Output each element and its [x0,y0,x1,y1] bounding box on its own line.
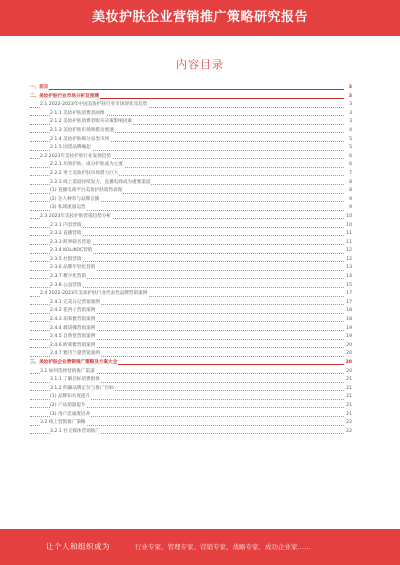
toc-entry-title: (3) 用户忠诚度培养 [50,411,91,420]
toc-page-number: 7 [344,170,352,179]
toc-heading: 内容目录 [176,58,224,71]
toc-entry[interactable] [30,239,352,248]
toc-entry-title: 2.4.4 薇诺娜营销案例 [50,325,96,334]
toc-page-number: 19 [344,325,352,334]
toc-page-number: 5 [344,136,352,145]
toc-page-number: 3 [344,93,352,102]
footer-slogan: 让个人和组织成为 [46,542,110,551]
toc-entry[interactable] [30,402,352,411]
toc-page-number: 18 [344,307,352,316]
toc-page-number: 18 [344,316,352,325]
toc-entry-title: 2.3.4 KOL/KOC营销 [50,247,93,256]
toc-entry-title: 2.3.6 品牌年轻化营销 [50,264,96,273]
toc-page-number: 20 [344,368,352,377]
toc-entry[interactable] [30,385,352,394]
toc-page-number: 12 [344,247,352,256]
toc-page-number: 17 [344,299,352,308]
toc-entry-title: 3.2.1 社交媒体营销推广 [50,428,101,437]
toc-entry[interactable] [30,264,352,273]
toc-page-number: 20 [344,359,352,368]
toc-entry-title: 2.1.5 国货品牌崛起 [50,144,92,153]
toc-entry[interactable] [30,419,352,428]
toc-page-number: 21 [344,411,352,420]
toc-entry-title: 2.2.2 男士美妆护肤市场潜力巨大 [50,170,119,179]
toc-entry[interactable] [30,350,352,359]
toc-entry-title: 3.1.2 明确品牌定位与推广目标 [50,385,115,394]
toc-entry[interactable] [30,230,352,239]
report-title: 美妆护肤企业营销推广策略研究报告 [91,10,308,25]
toc-entry[interactable] [30,290,352,299]
toc-entry-title: (2) 产品销量提升 [50,402,87,411]
toc-page-number: 22 [344,419,352,428]
toc-entry[interactable] [30,359,352,368]
toc-entry[interactable] [30,136,352,145]
toc-page-number: 22 [344,428,352,437]
toc-entry[interactable] [30,333,352,342]
toc-page-number: 20 [344,342,352,351]
toc-page-number: 6 [344,153,352,162]
toc-entry-title: 2.3.1 内容营销 [50,222,83,231]
toc-entry[interactable] [30,204,352,213]
footer-tagline: 行业专家、管理专家、营销专家、战略专家、成功企业家…… [135,543,311,551]
toc-entry[interactable] [30,393,352,402]
toc-entry[interactable] [30,170,352,179]
toc-entry[interactable] [30,299,352,308]
toc-entry-title: (1) 品牌知名度提升 [50,393,91,402]
toc-entry-title: 2.1.2 美妆护肤消费者购买决策影响因素 [50,118,133,127]
toc-entry-title: 2.4.7 雅诗兰黛营销案例 [50,350,101,359]
toc-entry-title: 二、美妆护肤行业市场分析及预测 [30,93,100,102]
toc-page-number: 6 [344,161,352,170]
toc-entry-title: (3) 私域流量运营 [50,204,87,213]
toc-entry[interactable] [30,307,352,316]
toc-page-number: 3 [344,110,352,119]
toc-entry[interactable] [30,187,352,196]
toc-page-number: 20 [344,350,352,359]
toc-entry[interactable] [30,256,352,265]
toc-entry[interactable] [30,118,352,127]
toc-entry[interactable] [30,110,352,119]
toc-entry-title: 2.4.6 欧莱雅营销案例 [50,342,96,351]
toc-page-number: 15 [344,282,352,291]
toc-entry[interactable] [30,179,352,188]
toc-entry[interactable] [30,153,352,162]
toc-page-number: 9 [344,204,352,213]
toc-page-number: 21 [344,393,352,402]
toc-entry-title: (2) 达人种草与品牌自播 [50,196,100,205]
header-bar [0,0,400,36]
toc-entry-title: 2.4.5 自然堂营销案例 [50,333,96,342]
toc-entry-title: 一、前言 [30,84,49,93]
toc-entry-title: 2.4.2 花西子营销案例 [50,307,96,316]
toc-page-number: 13 [344,264,352,273]
toc-entry[interactable] [30,325,352,334]
toc-entry[interactable] [30,84,352,93]
toc-entry-title: 2.3.8 公益营销 [50,282,83,291]
toc-entry-title: 3.1.1 了解目标消费群体 [50,376,101,385]
toc-page-number: 19 [344,333,352,342]
toc-entry[interactable] [30,376,352,385]
toc-entry[interactable] [30,222,352,231]
toc-page-number: 21 [344,376,352,385]
toc-page-number: 11 [344,239,352,248]
toc-entry[interactable] [30,368,352,377]
toc-page-number: 8 [344,187,352,196]
toc-entry[interactable] [30,93,352,102]
toc-page-number: 3 [344,101,352,110]
toc-entry[interactable] [30,316,352,325]
toc-page-number: 12 [344,256,352,265]
toc-page-number: 9 [344,196,352,205]
toc-page-number: 10 [344,213,352,222]
toc-entry-title: 2.1.4 美妆护肤细分品类市场 [50,136,110,145]
toc-entry-title: 2.3.2 直播营销 [50,230,83,239]
toc-entry-title: 2.1.1 美妆护肤消费者画像 [50,110,106,119]
toc-page-number: 8 [344,179,352,188]
toc-entry[interactable] [30,282,352,291]
toc-entry[interactable] [30,161,352,170]
toc-entry-title: 2.2.1 功效护肤、成分护肤成为主流 [50,161,124,170]
toc-entry-title: 2.4.3 珀莱雅营销案例 [50,316,96,325]
toc-entry-title: 2.2 2023年美妆护肤行业发展趋势 [40,153,112,162]
toc-entry-title: (1) 直播电商平台美妆护肤销售表现 [50,187,123,196]
toc-entry[interactable] [30,428,352,437]
toc-entry[interactable] [30,342,352,351]
toc-entry-title: 3.2 线上营销推广策略 [40,419,87,428]
toc-entry-title: 2.1 2022-2023年中国美妆护肤行业市场现状及趋势 [40,101,148,110]
footer-bar [0,529,400,565]
toc-page-number: 10 [344,222,352,231]
toc-entry[interactable] [30,101,352,110]
toc-entry[interactable] [30,273,352,282]
toc-entry[interactable] [30,247,352,256]
toc-entry-title: 2.3.3 跨界联名营销 [50,239,92,248]
toc-entry-title: 2.4 2022-2023年美妆护肤行业代表性品牌营销案例 [40,290,148,299]
toc-page-number: 5 [344,144,352,153]
toc-entry-title: 2.1.3 美妆护肤市场规模及增速 [50,127,115,136]
toc-entry-title: 三、美妆护肤企业营销推广策略及方案大全 [30,359,118,368]
table-of-contents [30,84,352,436]
toc-page-number: 14 [344,273,352,282]
toc-entry[interactable] [30,213,352,222]
toc-page-number: 21 [344,402,352,411]
toc-entry-title: 2.3 2023年美妆护肤营销趋势分析 [40,213,112,222]
toc-entry[interactable] [30,144,352,153]
toc-page-number: 3 [344,118,352,127]
toc-leader-line [30,89,344,90]
toc-entry-title: 2.4.1 完美日记营销案例 [50,299,101,308]
toc-page-number: 17 [344,290,352,299]
toc-entry[interactable] [30,196,352,205]
toc-entry-title: 2.3.7 数字化营销 [50,273,87,282]
toc-page-number: 21 [344,385,352,394]
toc-page-number: 3 [344,84,352,93]
toc-entry-title: 2.2.3 线上渠道持续发力，直播电商成为重要渠道 [50,179,151,188]
toc-page-number: 11 [344,230,352,239]
toc-entry[interactable] [30,411,352,420]
toc-entry-title: 2.3.5 社群营销 [50,256,83,265]
toc-entry-title: 3.1 如何选择营销推广渠道 [40,368,96,377]
toc-page-number: 4 [344,127,352,136]
toc-entry[interactable] [30,127,352,136]
